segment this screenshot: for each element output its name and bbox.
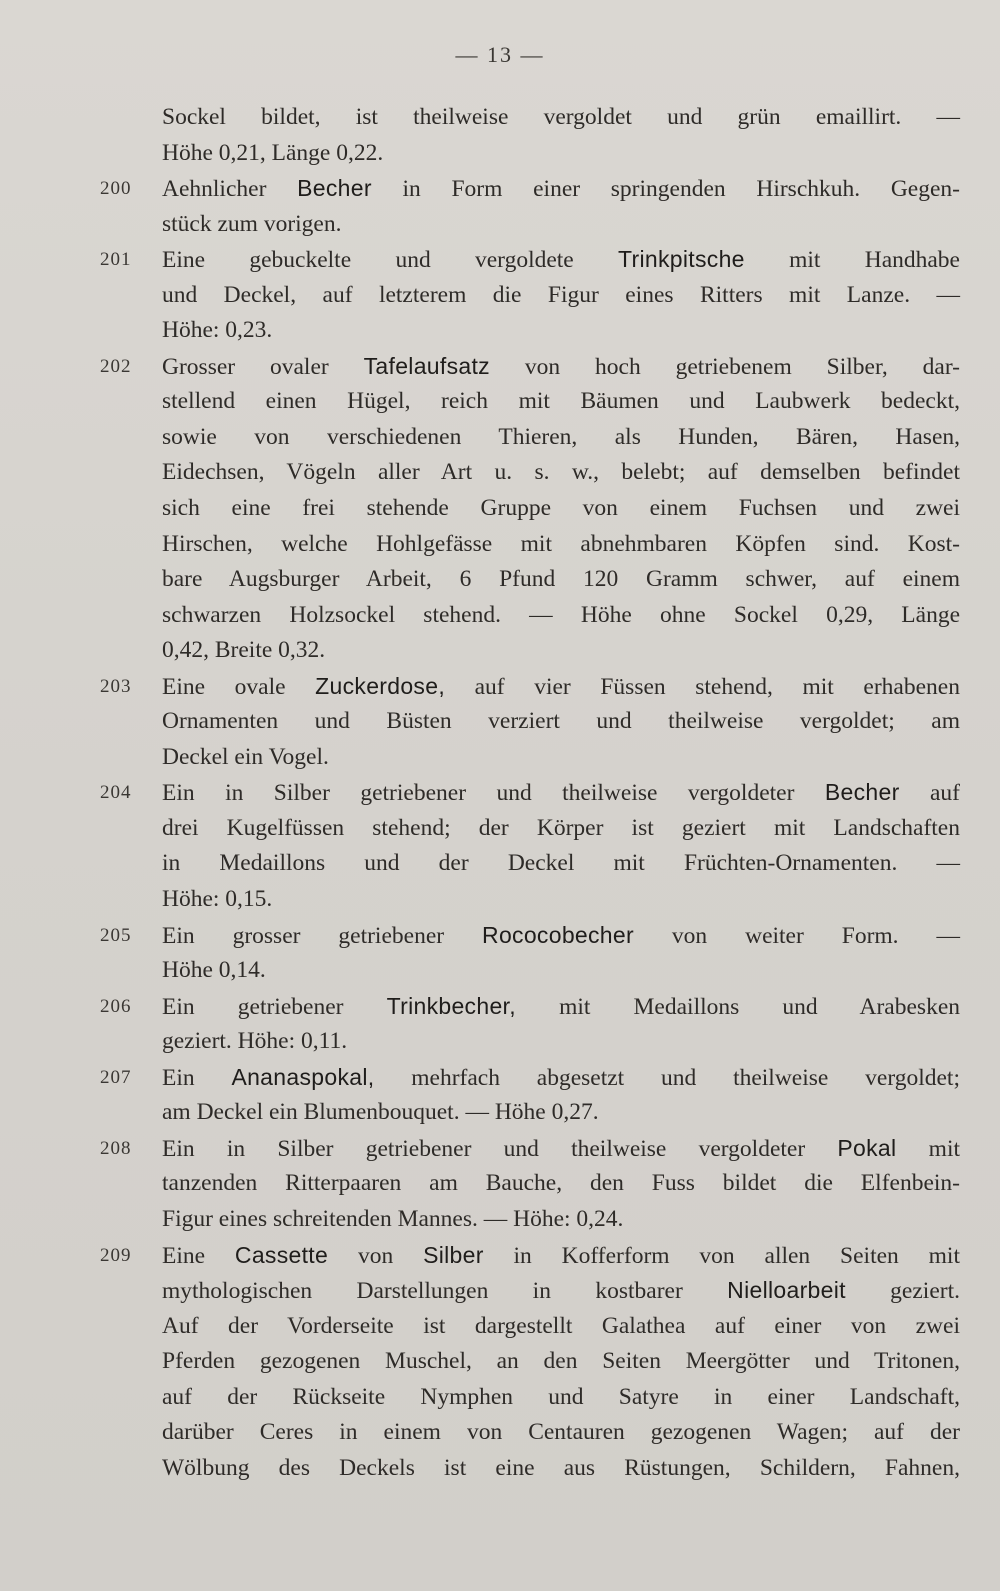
text-segment: in Kofferform von allen Seiten mit (483, 1242, 960, 1269)
line-text (162, 1273, 960, 1310)
text-segment: stellend einen Hügel, reich mit Bäumen und Laubwerk bedeckt, (162, 388, 960, 415)
item-keyword: Zuckerdose, (315, 672, 446, 699)
text-segment: Ein (162, 1064, 232, 1091)
item-keyword: Trinkpitsche (618, 246, 745, 273)
catalog-line (100, 171, 960, 207)
text-segment: stück zum vorigen. (162, 210, 342, 237)
line-text (162, 1024, 960, 1060)
line-text (162, 1131, 960, 1168)
catalog-line (100, 527, 960, 563)
item-keyword: Cassette (234, 1241, 329, 1268)
text-segment: von hoch getriebenem Silber, dar- (489, 353, 960, 380)
line-text (162, 1415, 960, 1451)
line-text (162, 1344, 960, 1380)
line-text (162, 1238, 960, 1275)
line-text (162, 1380, 960, 1416)
line-text (162, 1095, 960, 1131)
line-text (162, 491, 960, 527)
catalog-line (100, 633, 960, 669)
text-segment: auf vier Füssen stehend, mit erhabenen (445, 673, 960, 700)
entry-number: 204 (100, 782, 132, 804)
line-text (162, 527, 960, 563)
text-segment: 0,42, Breite 0,32. (162, 637, 326, 664)
text-segment: Grosser ovaler (162, 353, 364, 380)
text-segment: Hirschen, welche Hohlgefässe mit abnehmbaren Köpfen sind. Kost- (162, 530, 960, 557)
text-segment: Pferden gezogenen Muschel, an den Seiten Meergötter und Tritonen, (162, 1348, 960, 1375)
text-segment: darüber Ceres in einem von Centauren gezogenen Wagen; auf der (162, 1419, 960, 1446)
text-segment: auf der Rückseite Nymphen und Satyre in einer Landschaft, (162, 1383, 960, 1410)
catalog-line (100, 1415, 960, 1451)
entry-number: 206 (100, 995, 132, 1017)
line-text (162, 918, 960, 955)
text-segment: Höhe 0,14. (162, 957, 266, 984)
catalog-line (100, 598, 960, 634)
catalog-line (100, 846, 960, 882)
line-text (162, 1451, 960, 1487)
line-text (162, 100, 960, 136)
catalog-line (100, 882, 960, 918)
text-segment: mythologischen Darstellungen in kostbarer (162, 1278, 728, 1305)
catalog-line (100, 349, 960, 385)
text-segment: auf (899, 780, 961, 807)
text-segment: Ein getriebener (162, 993, 387, 1020)
entry-number: 205 (100, 924, 132, 946)
catalog-line (100, 207, 960, 243)
text-segment: sich eine frei stehende Gruppe von einem Fuchsen und zwei (162, 495, 960, 522)
catalog-line (100, 1344, 960, 1380)
text-segment: von weiter Form. — (633, 922, 961, 949)
text-segment: geziert. (845, 1278, 960, 1305)
text-segment: mit Handhabe (744, 247, 960, 274)
item-keyword: Becher (824, 779, 900, 806)
text-segment: von (328, 1242, 424, 1269)
line-text (162, 740, 960, 776)
text-segment: Wölbung des Deckels ist eine aus Rüstungen, Schildern, Fahnen, (162, 1454, 960, 1481)
text-segment: mit Medaillons und Arabesken (515, 993, 960, 1020)
entry-number: 202 (100, 355, 132, 377)
text-segment: Eine (162, 1242, 235, 1269)
catalog-line (100, 989, 960, 1025)
catalog-line (100, 918, 960, 954)
catalog-line (100, 136, 960, 172)
entry-number: 200 (100, 178, 132, 200)
line-text (162, 562, 960, 598)
catalog-line (100, 420, 960, 456)
line-text (162, 207, 960, 243)
item-keyword: Tafelaufsatz (363, 352, 490, 379)
catalog-line (100, 1060, 960, 1096)
line-text (162, 846, 960, 882)
text-segment: in Medaillons und der Deckel mit Früchten-Ornamenten. — (162, 850, 960, 877)
item-keyword: Rococobecher (482, 921, 634, 948)
item-keyword: Nielloarbeit (727, 1277, 846, 1304)
line-text (162, 669, 960, 706)
line-text (162, 1202, 960, 1238)
catalog-line (100, 1131, 960, 1167)
entry-number: 208 (100, 1137, 132, 1159)
catalog-line (100, 1095, 960, 1131)
line-text (162, 313, 960, 349)
line-text (162, 775, 960, 812)
line-text (162, 598, 960, 634)
text-segment: mit (896, 1135, 960, 1162)
text-segment: Auf der Vorderseite ist dargestellt Galathea auf einer von zwei (162, 1312, 960, 1339)
catalog-line (100, 704, 960, 740)
text-segment: Ein grosser getriebener (162, 922, 483, 949)
item-keyword: Ananaspokal, (231, 1063, 375, 1090)
item-keyword: Trinkbecher, (386, 992, 516, 1019)
catalog-line (100, 1451, 960, 1487)
catalog-line (100, 384, 960, 420)
catalog-line (100, 1024, 960, 1060)
catalog-line (100, 953, 960, 989)
text-segment: schwarzen Holzsockel stehend. — Höhe ohne Sockel 0,29, Länge (162, 601, 960, 628)
line-text (162, 171, 960, 208)
text-segment: Eidechsen, Vögeln aller Art u. s. w., belebt; auf demselben befindet (162, 459, 960, 486)
text-segment: Figur eines schreitenden Mannes. — Höhe: 0,24. (162, 1205, 624, 1232)
line-text (162, 1060, 960, 1097)
item-keyword: Pokal (837, 1134, 897, 1161)
line-text (162, 1309, 960, 1345)
catalog-line (100, 455, 960, 491)
catalog-text (100, 100, 960, 1486)
text-segment: und Deckel, auf letzterem die Figur eines Ritters mit Lanze. — (162, 281, 960, 308)
catalog-line (100, 740, 960, 776)
line-text (162, 136, 960, 172)
entry-number: 209 (100, 1244, 132, 1266)
line-text (162, 882, 960, 918)
item-keyword: Becher (297, 175, 372, 202)
catalog-line (100, 313, 960, 349)
entry-number: 203 (100, 675, 132, 697)
catalog-line (100, 1202, 960, 1238)
text-segment: am Deckel ein Blumenbouquet. — Höhe 0,27. (162, 1099, 599, 1126)
line-text (162, 704, 960, 740)
line-text (162, 953, 960, 989)
page-number: — 13 — (455, 42, 545, 67)
catalog-line (100, 562, 960, 598)
text-segment: sowie von verschiedenen Thieren, als Hunden, Bären, Hasen, (162, 423, 960, 450)
line-text (162, 455, 960, 491)
line-text (162, 633, 960, 669)
text-segment: drei Kugelfüssen stehend; der Körper ist geziert mit Landschaften (162, 814, 960, 841)
catalog-line (100, 491, 960, 527)
line-text (162, 349, 960, 386)
text-segment: in Form einer springenden Hirschkuh. Gegen- (371, 176, 960, 203)
catalog-line (100, 100, 960, 136)
line-text (162, 811, 960, 847)
line-text (162, 384, 960, 420)
text-segment: Deckel ein Vogel. (162, 743, 329, 770)
text-segment: mehrfach abgesetzt und theilweise vergoldet; (374, 1064, 960, 1091)
catalog-line (100, 1238, 960, 1274)
catalog-line (100, 811, 960, 847)
text-segment: Ein in Silber getriebener und theilweise vergoldeter (162, 780, 825, 807)
entry-number: 201 (100, 249, 132, 271)
text-segment: Eine ovale (162, 673, 316, 700)
catalog-line (100, 242, 960, 278)
text-segment: bare Augsburger Arbeit, 6 Pfund 120 Gramm schwer, auf einem (162, 566, 960, 593)
catalog-line (100, 1309, 960, 1345)
catalog-line (100, 775, 960, 811)
text-segment: Eine gebuckelte und vergoldete (162, 247, 619, 274)
text-segment: Höhe: 0,15. (162, 886, 273, 913)
catalog-line (100, 669, 960, 705)
text-segment: Aehnlicher (162, 176, 298, 203)
entry-number: 207 (100, 1066, 132, 1088)
line-text (162, 420, 960, 456)
text-segment: Ornamenten und Büsten verziert und theilweise vergoldet; am (162, 708, 960, 735)
line-text (162, 989, 960, 1026)
catalog-line (100, 1380, 960, 1416)
text-segment: Ein in Silber getriebener und theilweise vergoldeter (162, 1135, 838, 1162)
text-segment: Höhe: 0,23. (162, 317, 273, 344)
line-text (162, 278, 960, 314)
catalog-line (100, 1273, 960, 1309)
item-keyword: Silber (423, 1241, 484, 1268)
catalog-line (100, 1166, 960, 1202)
line-text (162, 1166, 960, 1202)
text-segment: Höhe 0,21, Länge 0,22. (162, 139, 384, 166)
text-segment: tanzenden Ritterpaaren am Bauche, den Fuss bildet die Elfenbein- (162, 1170, 960, 1197)
catalog-line (100, 278, 960, 314)
text-segment: Sockel bildet, ist theilweise vergoldet und grün emaillirt. — (162, 104, 960, 130)
text-segment: geziert. Höhe: 0,11. (162, 1028, 348, 1055)
line-text (162, 242, 960, 279)
